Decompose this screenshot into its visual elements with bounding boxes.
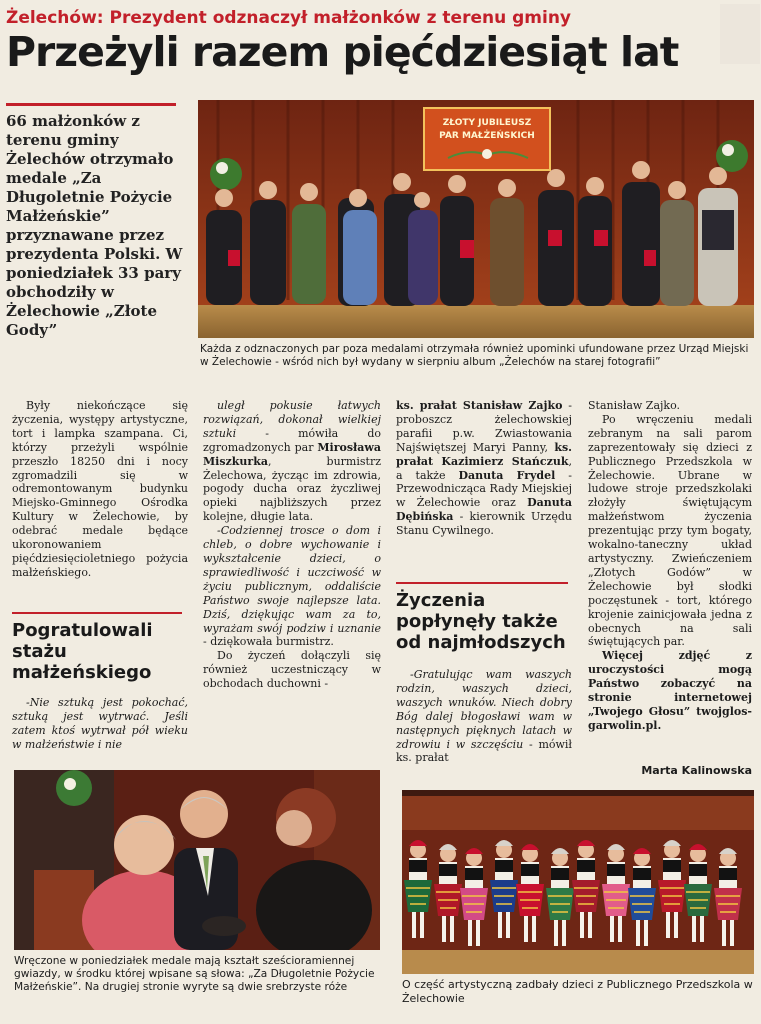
- col4-more-photos: Więcej zdjęć z uroczystości mogą Państwo zobaczyć na stronie internetowej „Twojego Głosu” twojglos-garwolin.pl.: [588, 649, 752, 732]
- column-3: [396, 399, 572, 538]
- top-photo-caption: Każda z odznaczonych par poza medalami otrzymała również upominki ufundowane przez Urząd Miejski w Żelechowie - wśród nich był wydany w sierpniu album „Żelechów na starej fotografii”: [200, 343, 749, 368]
- col3-person: Danuta Dębińska: [396, 496, 572, 524]
- col3-person: Danuta Frydel: [458, 468, 556, 482]
- article-headline: Przeżyli razem pięćdziesiąt lat: [6, 28, 679, 76]
- article-kicker: Żelechów: Prezydent odznaczył małżonków z terenu gminy: [6, 8, 572, 28]
- column-4: [588, 399, 752, 733]
- column-1-cont: [12, 696, 188, 752]
- children-svg: [402, 790, 754, 974]
- bleed-through: [720, 4, 760, 64]
- col4-paragraph: Po wręczeniu medali zebranym na sali parom zaprezentowały się dzieci z Publicznego Przedszkola w Żelechowie. Ubrane w ludowe stroje przedszkolaki złożyły świętującym małżeństwom życzenia prezentując przy tym bogaty, wokalno-taneczny układ artystyczny. Zwieńczeniem „Złotych Godów” w Żelechowie był słodki poczęstunek - tort, którego krojenie zainicjowała jedna z obecnych na sali świętujących par.: [588, 412, 752, 649]
- col3-person: ks. prałat Kazimierz Stańczuk: [396, 440, 572, 468]
- col3-subhead: Życzenia popłynęły także od najmłodszych: [396, 590, 566, 653]
- col1-subhead: Pogratulowali stażu małżeńskiego: [12, 620, 153, 683]
- col3-person: ks. prałat Stanisław Zajko: [396, 399, 563, 412]
- medal-photo: [14, 770, 380, 950]
- col2-text: - mówiła do zgromadzonych par: [203, 426, 381, 454]
- col1-paragraph: Były niekończące się życzenia, występy artystyczne, tort i lampka szampana. Ci, którzy przeżyli wspólnie przeszło 18250 dni i nocy zgromadzili się w odremontowanym budynku Miejsko-Gminnego Ośrodka Kultury w Żelechowie, by odebrać medale będące ukoronowaniem pięćdziesięcioletniego pożycia małżeńskiego.: [12, 399, 188, 579]
- children-photo-caption: O część artystyczną zadbały dzieci z Publicznego Przedszkola w Żelechowie: [402, 978, 753, 1005]
- column-1: [12, 399, 188, 580]
- children-photo: [402, 790, 754, 974]
- col2-paragraph: Do życzeń dołączyli się również uczestniczący w obchodach duchowni -: [203, 649, 381, 691]
- col3-text: , a także: [396, 454, 572, 482]
- col1-subhead-rule: [12, 612, 182, 614]
- col4-paragraph: Stanisław Zajko.: [588, 399, 681, 412]
- col1-quote: -Nie sztuką jest pokochać, sztuką jest wytrwać. Jeśli zatem ktoś wytrwał pół wieku w małżeństwie i nie: [12, 696, 188, 751]
- col2-quote: uległ pokusie łatwych rozwiązań, dokonał wielkiej sztuki: [203, 399, 381, 440]
- col3-text: - Przewodnicząca Rady Miejskiej w Żelechowie oraz: [396, 468, 572, 510]
- column-3-cont: [396, 668, 572, 765]
- col2-quote: -Codziennej trosce o dom i chleb, o dobre wychowanie i wykształcenie dzieci, o sprawiedliwość i uczciwość w życiu publicznym, oddaliście Państwo swoje najlepsze lata. Dziś, dziękując wam za to, wyrażam swój podziw i uznanie: [203, 524, 381, 635]
- lead-rule: [6, 103, 176, 106]
- banner-line2: PAR MAŁŻEŃSKICH: [439, 131, 535, 141]
- top-photo: [198, 100, 754, 338]
- col3-subhead-rule: [396, 582, 568, 584]
- col3-text: - kierownik Urzędu Stanu Cywilnego.: [396, 510, 572, 538]
- col2-person: Mirosława Miszkurka: [203, 440, 381, 468]
- banner-line1: ZŁOTY JUBILEUSZ: [442, 118, 532, 128]
- col3-quote: -Gratulując wam waszych rodzin, waszych dzieci, waszych wnuków. Niech dobry Bóg dalej błogosławi wam w następnych pięknych latach w zdrowiu i w szczęściu: [396, 668, 572, 751]
- column-2: [203, 399, 381, 691]
- col3-text: - proboszcz żelechowskiej parafii p.w. Zwiastowania Najświętszej Maryi Panny,: [396, 399, 572, 454]
- medal-photo-caption: Wręczone w poniedziałek medale mają kształt sześcioramiennej gwiazdy, w środku której wpisane są słowa: „Za Długoletnie Pożycie Małżeńskie”. Na drugiej stronie wyryte są dwie srebrzyste róże: [14, 955, 375, 993]
- byline: Marta Kalinowska: [641, 764, 752, 777]
- article-lead: 66 małżonków z terenu gminy Żelechów otrzymało medale „Za Długoletnie Pożycie Małżeńskie” przyznawane przez prezydenta Polski. W poniedziałek 33 pary obchodziły w Żelechowie „Złote Gody”: [6, 112, 183, 339]
- col2-text: , burmistrz Żelechowa, życząc im zdrowia, pogody ducha oraz życzliwej opieki najbliższych przez kolejne, długie lata.: [203, 454, 381, 524]
- col3-text: - mówił ks. prałat: [396, 737, 572, 765]
- col2-text: - dziękowała burmistrz.: [203, 635, 334, 649]
